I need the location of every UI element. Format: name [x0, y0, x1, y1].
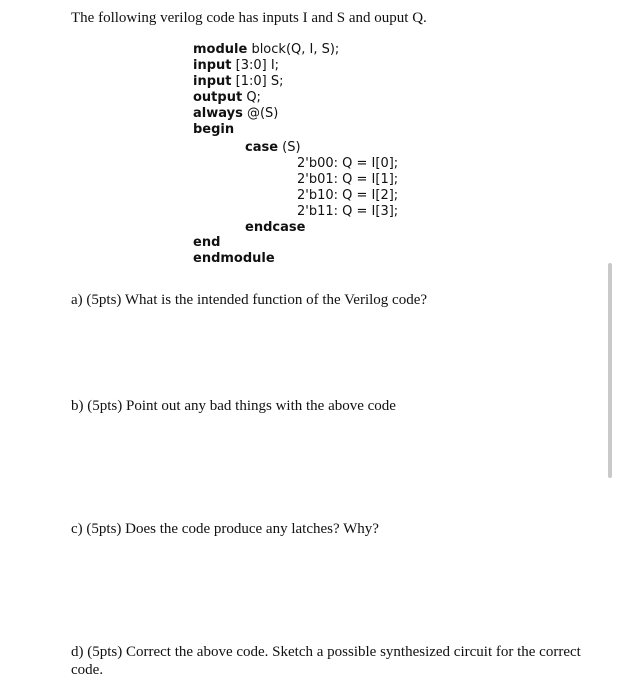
code-text: [1:0] S; [231, 74, 284, 89]
code-text: block(Q, I, S); [247, 42, 340, 57]
code-text: [3:0] I; [231, 58, 280, 73]
keyword-output: output [193, 90, 243, 105]
case-item-10: 2'b10: Q = I[2]; [297, 188, 399, 203]
keyword-case: case [245, 140, 279, 155]
code-line-case [245, 140, 301, 156]
code-line-always [193, 106, 278, 122]
question-c: c) (5pts) Does the code produce any latches? Why? [71, 521, 379, 537]
code-text: (S) [278, 140, 301, 155]
keyword-input: input [193, 74, 232, 89]
code-line-end: end [193, 235, 221, 250]
case-item-00: 2'b00: Q = I[0]; [297, 156, 399, 171]
intro-text: The following verilog code has inputs I and S and ouput Q. [71, 10, 427, 26]
code-line-module [193, 42, 339, 58]
code-line-input-s [193, 74, 283, 90]
case-item-11: 2'b11: Q = I[3]; [297, 204, 399, 219]
code-text: Q; [242, 90, 261, 105]
keyword-module: module [193, 42, 248, 57]
code-line-endmodule: endmodule [193, 251, 275, 266]
question-a: a) (5pts) What is the intended function of the Verilog code? [71, 292, 428, 308]
keyword-always: always [193, 106, 243, 121]
scrollbar-thumb[interactable] [608, 263, 612, 478]
keyword-input: input [193, 58, 232, 73]
case-item-01: 2'b01: Q = I[1]; [297, 172, 399, 187]
code-line-begin: begin [193, 122, 235, 137]
code-text: @(S) [242, 106, 279, 121]
code-line-endcase: endcase [245, 220, 306, 235]
code-line-output [193, 90, 261, 106]
question-d: d) (5pts) Correct the above code. Sketch a possible synthesized circuit for the correct code. [71, 644, 581, 678]
question-b: b) (5pts) Point out any bad things with the above code [71, 398, 396, 414]
code-line-input-i [193, 58, 279, 74]
